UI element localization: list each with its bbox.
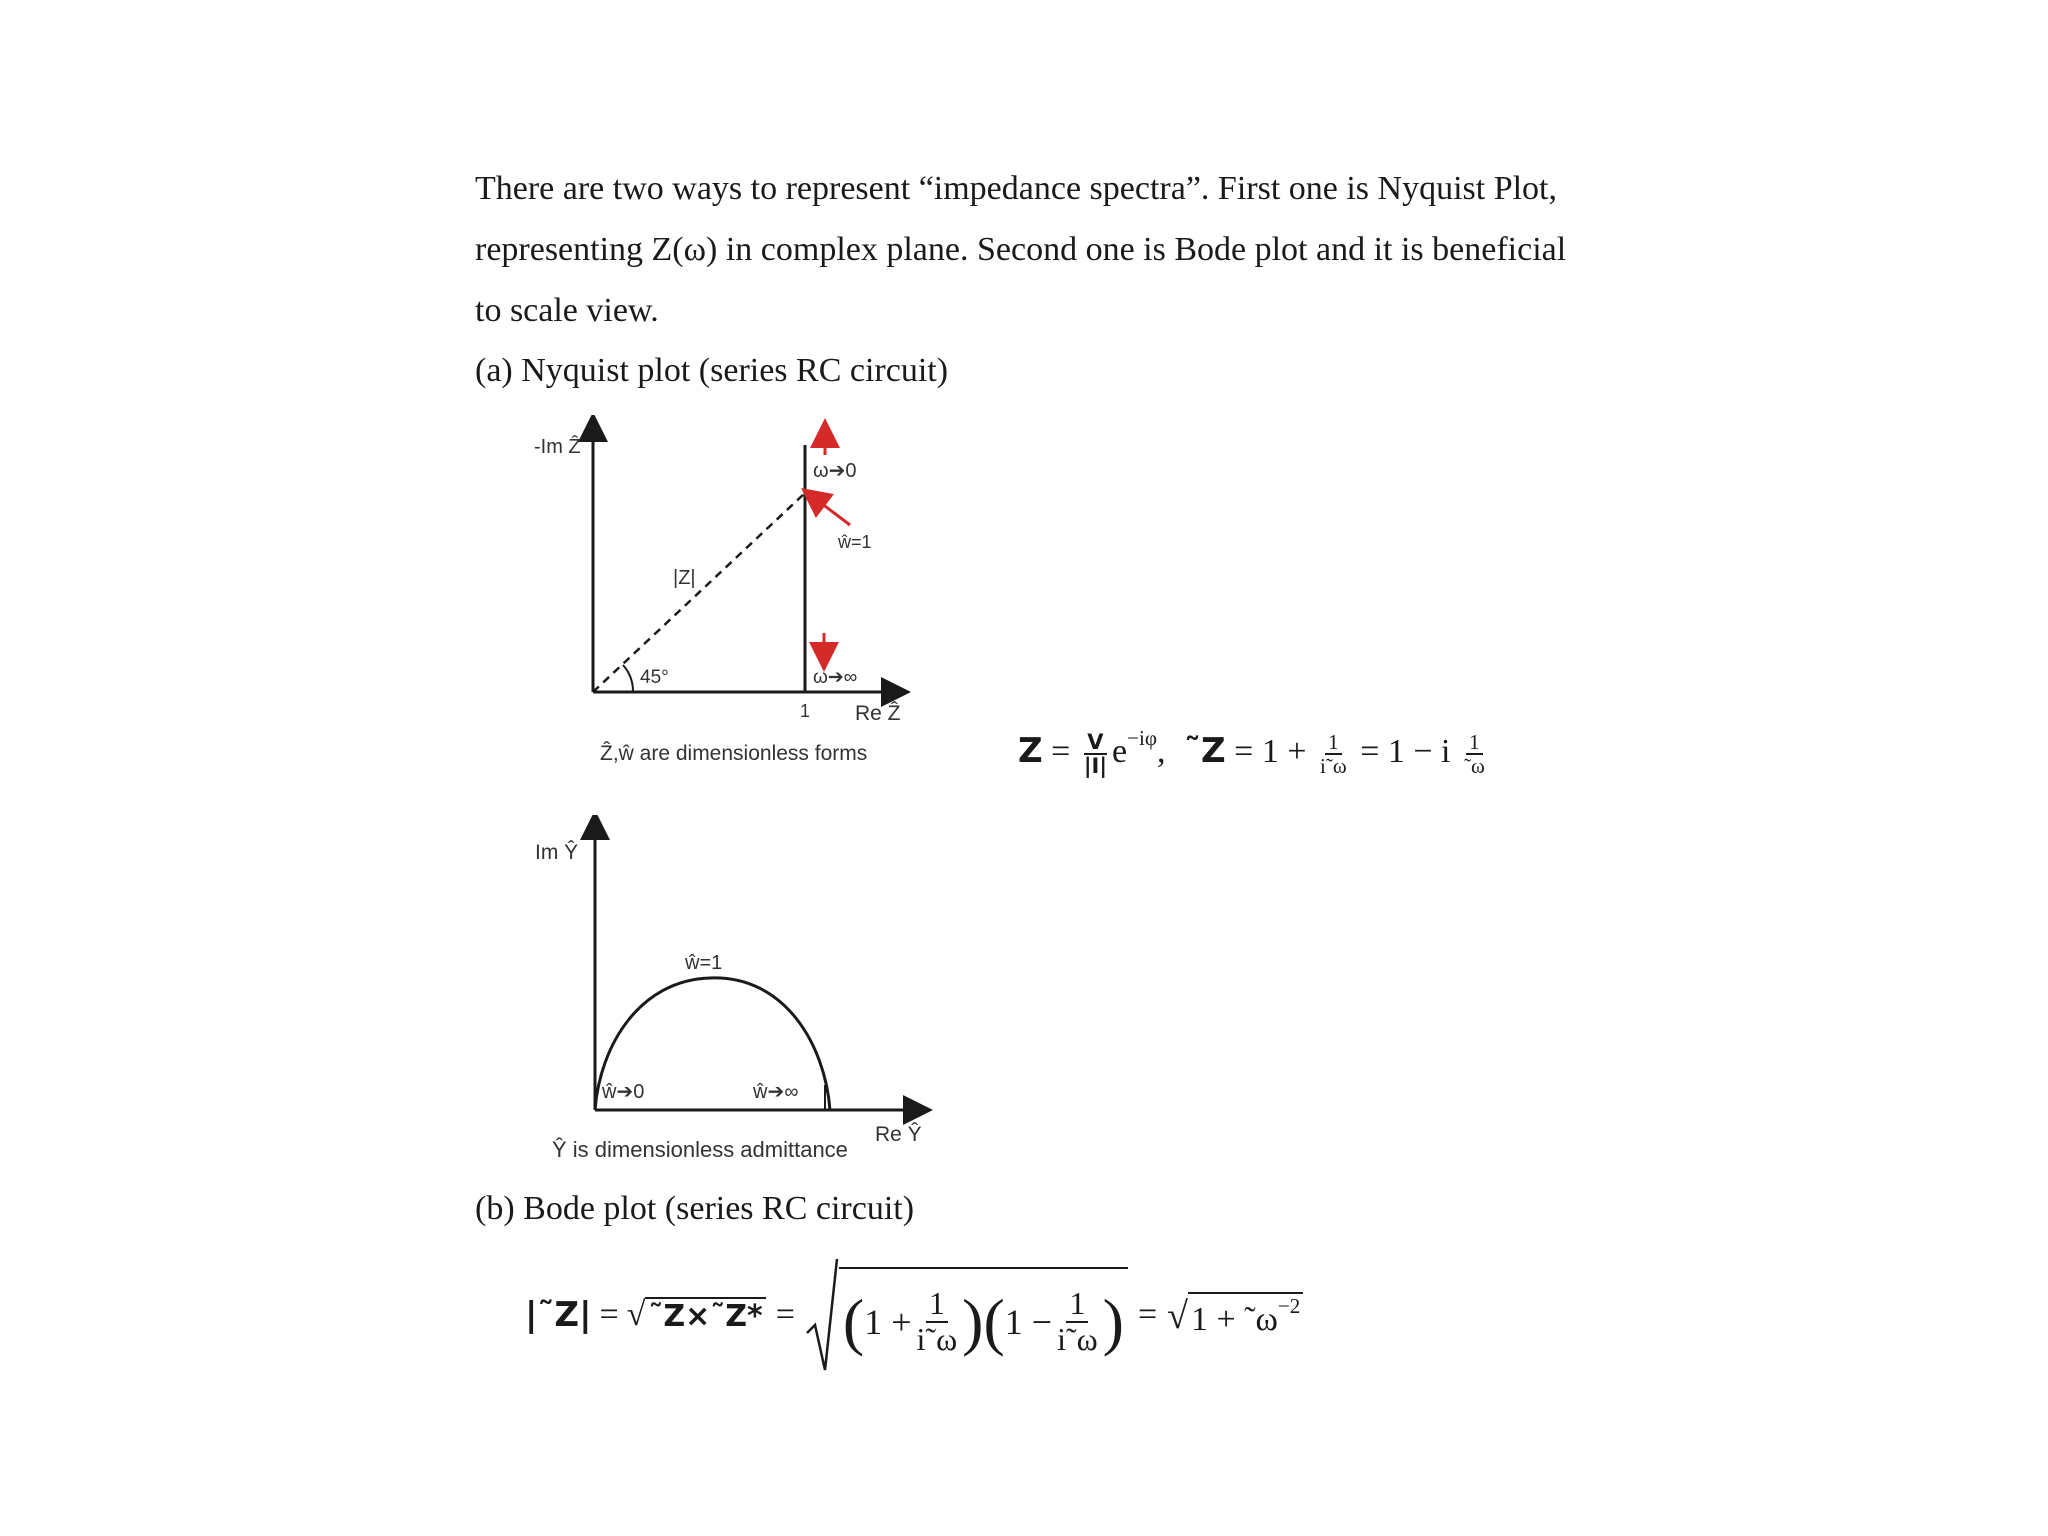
paren-open-icon: ( — [842, 1286, 865, 1357]
frac-denominator: |I| — [1083, 754, 1107, 779]
eq-equals-1: = — [599, 1296, 619, 1333]
w-zero-label: ŵ➔0 — [602, 1081, 645, 1103]
eq-z-tilde: ˜Z — [1184, 730, 1226, 771]
eq-frac-v-over-i — [1081, 731, 1110, 777]
frac-denominator: ˜ω — [1463, 754, 1485, 779]
sqrt-zz-star — [627, 1296, 766, 1334]
sqrt-result-base: 1 + ˜ω — [1191, 1300, 1278, 1338]
sqrt-content: ˜Z×˜Z* — [645, 1297, 765, 1334]
w-one-arrow — [813, 497, 850, 525]
frac-a — [914, 1287, 961, 1356]
x-axis-label: Re Ẑ — [855, 702, 901, 725]
section-b-heading: (b) Bode plot (series RC circuit) — [475, 1190, 915, 1227]
x-axis-label: Re Ŷ — [875, 1123, 922, 1146]
eq-equals-2: = — [775, 1296, 795, 1333]
diagram-caption: Ẑ,ŵ are dimensionless forms — [600, 742, 868, 765]
paren-close-icon: ) — [962, 1286, 984, 1357]
impedance-equation — [1018, 728, 1490, 777]
eq-frac-one-over-w — [1461, 731, 1488, 777]
sqrt-result-exponent: −2 — [1277, 1293, 1301, 1318]
nyquist-admittance-diagram — [520, 815, 940, 1175]
diagram-caption: Ŷ is dimensionless admittance — [552, 1137, 848, 1162]
angle-label: 45° — [640, 667, 669, 688]
section-a-heading: (a) Nyquist plot (series RC circuit) — [475, 352, 949, 389]
factor-one-plus: 1 + — [864, 1302, 912, 1342]
w-one-label: ŵ=1 — [685, 952, 723, 974]
factor-one-minus: 1 − — [1004, 1302, 1053, 1342]
paren-close-icon: ) — [1102, 1286, 1124, 1357]
sqrt-sign-icon: √ — [626, 1296, 646, 1333]
eq-part2: = 1 + — [1234, 732, 1307, 770]
nyquist-impedance-diagram — [520, 415, 920, 775]
eq-z-symbol: Z — [1018, 730, 1043, 771]
eq-exp-sup: −iφ — [1127, 726, 1158, 750]
w-inf-label: ŵ➔∞ — [753, 1081, 799, 1103]
tick-one-label: 1 — [799, 701, 811, 721]
intro-line-3: to scale view. — [475, 292, 659, 329]
frac-numerator: 1 — [1325, 731, 1342, 755]
frac-b — [1054, 1287, 1101, 1356]
eq-exp-base: e — [1112, 732, 1128, 770]
y-axis-label: Im Ŷ — [535, 841, 579, 864]
y-axis-label: -Im Ẑ — [534, 436, 581, 458]
frac-denominator: i˜ω — [1320, 754, 1347, 779]
eq-part3: = 1 − i — [1360, 732, 1451, 770]
magnitude-dashed-line — [593, 493, 805, 692]
eq-equals-3: = — [1137, 1296, 1158, 1333]
frac-numerator: 1 — [1066, 1287, 1088, 1323]
large-sqrt-content — [839, 1267, 1128, 1356]
eq-frac-one-over-iw — [1317, 731, 1350, 777]
frac-numerator: V — [1084, 731, 1106, 755]
frac-denominator: i˜ω — [1057, 1321, 1098, 1357]
w-one-label: ŵ=1 — [838, 532, 872, 552]
frac-numerator: 1 — [926, 1287, 948, 1323]
frac-numerator: 1 — [1466, 731, 1483, 755]
angle-arc — [623, 665, 633, 692]
eq-comma: , — [1157, 732, 1166, 770]
omega-zero-label: ω➔0 — [813, 460, 857, 482]
large-sqrt-icon — [805, 1255, 839, 1375]
paren-open-icon: ( — [983, 1286, 1005, 1357]
sqrt-result — [1167, 1292, 1303, 1339]
magnitude-label: |Z| — [673, 567, 696, 589]
intro-line-2: representing Z(ω) in complex plane. Second one is Bode plot and it is beneficial — [475, 231, 1567, 268]
sqrt-result-content — [1188, 1292, 1303, 1339]
sqrt-sign-icon: √ — [1167, 1295, 1189, 1338]
intro-line-1: There are two ways to represent “impedance spectra”. First one is Nyquist Plot, — [475, 170, 1558, 207]
eq-lhs: |˜Z| — [525, 1295, 592, 1335]
omega-inf-label: ω➔∞ — [813, 667, 858, 688]
frac-denominator: i˜ω — [916, 1321, 958, 1357]
bode-magnitude-equation — [525, 1255, 1303, 1375]
eq-equals: = — [1051, 732, 1071, 770]
